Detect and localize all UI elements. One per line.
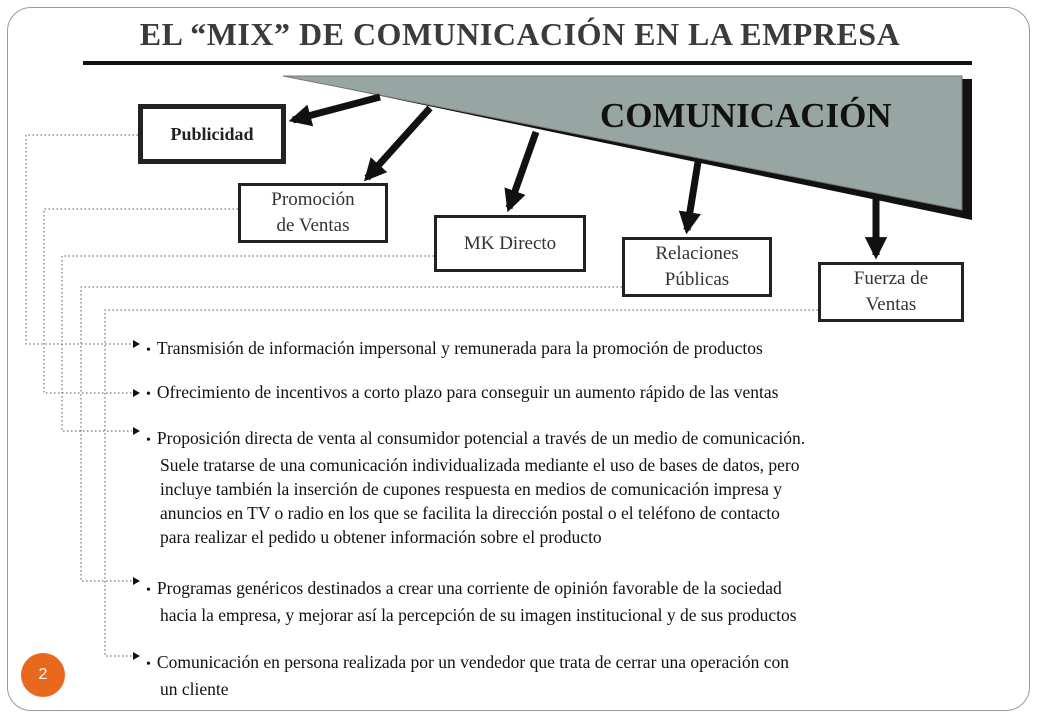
tool-label-line: Fuerza de: [853, 268, 929, 289]
tool-label-line: Relaciones: [655, 243, 739, 264]
description-line: Transmisión de información impersonal y remunerada para la promoción de productos: [156, 338, 763, 358]
pointer-2: [133, 389, 140, 397]
tool-box-fuerza: [818, 262, 964, 322]
bullet-icon: •: [146, 657, 151, 672]
description-relaciones: [146, 576, 966, 627]
tool-box-relaciones: [622, 237, 772, 297]
arrow-publicidad: [293, 97, 380, 120]
pointer-3: [133, 427, 140, 435]
description-line: un cliente: [160, 679, 229, 699]
bullet-icon: •: [146, 433, 151, 448]
tool-box-mk-directo: [434, 215, 586, 272]
pointer-4: [133, 577, 140, 585]
description-line: hacia la empresa, y mejorar así la percepción de su imagen institucional y de sus productos: [160, 605, 797, 625]
tool-label-line: Públicas: [664, 269, 730, 290]
bullet-icon: •: [146, 343, 151, 358]
description-line: Proposición directa de venta al consumidor potencial a través de un medio de comunicación.: [156, 428, 806, 448]
description-line: Ofrecimiento de incentivos a corto plazo para conseguir un aumento rápido de las ventas: [156, 382, 779, 402]
tool-label-line: MK Directo: [463, 232, 557, 254]
description-promocion: [146, 380, 966, 407]
tool-label-line: de Ventas: [276, 215, 350, 236]
connector-promocion: [44, 209, 238, 393]
page-number-badge: 2: [21, 653, 65, 697]
description-line: para realizar el pedido u obtener información sobre el producto: [160, 527, 602, 547]
description-line: incluye también la inserción de cupones respuesta en medios de comunicación impresa y: [160, 479, 783, 499]
tool-box-publicidad: [138, 104, 286, 164]
arrow-promocion: [367, 108, 430, 178]
tool-label-line: Publicidad: [170, 124, 254, 144]
bullet-icon: •: [146, 583, 151, 598]
slide-title: EL “MIX” DE COMUNICACIÓN EN LA EMPRESA: [139, 16, 901, 52]
description-fuerza: [146, 650, 966, 701]
bullet-icon: •: [146, 387, 151, 402]
tool-box-promocion: [238, 183, 388, 243]
connector-publicidad: [26, 135, 138, 344]
description-line: Comunicación en persona realizada por un vendedor que trata de cerrar una operación con: [156, 652, 790, 672]
description-mk-directo: [146, 426, 966, 549]
banner-label: COMUNICACIÓN: [600, 96, 892, 135]
arrow-relaciones: [687, 162, 698, 230]
description-publicidad: [146, 336, 966, 363]
description-line: Suele tratarse de una comunicación individualizada mediante el uso de bases de datos, pero: [160, 455, 800, 475]
tool-label-line: Promoción: [271, 189, 355, 210]
description-pointers: [133, 340, 140, 660]
description-line: Programas genéricos destinados a crear una corriente de opinión favorable de la sociedad: [156, 578, 782, 598]
arrow-mk-directo: [509, 132, 536, 208]
pointer-5: [133, 652, 140, 660]
description-line: anuncios en TV o radio en los que se facilita la dirección postal o el teléfono de contacto: [160, 503, 780, 523]
tool-label-line: Ventas: [865, 294, 917, 315]
pointer-1: [133, 340, 140, 348]
